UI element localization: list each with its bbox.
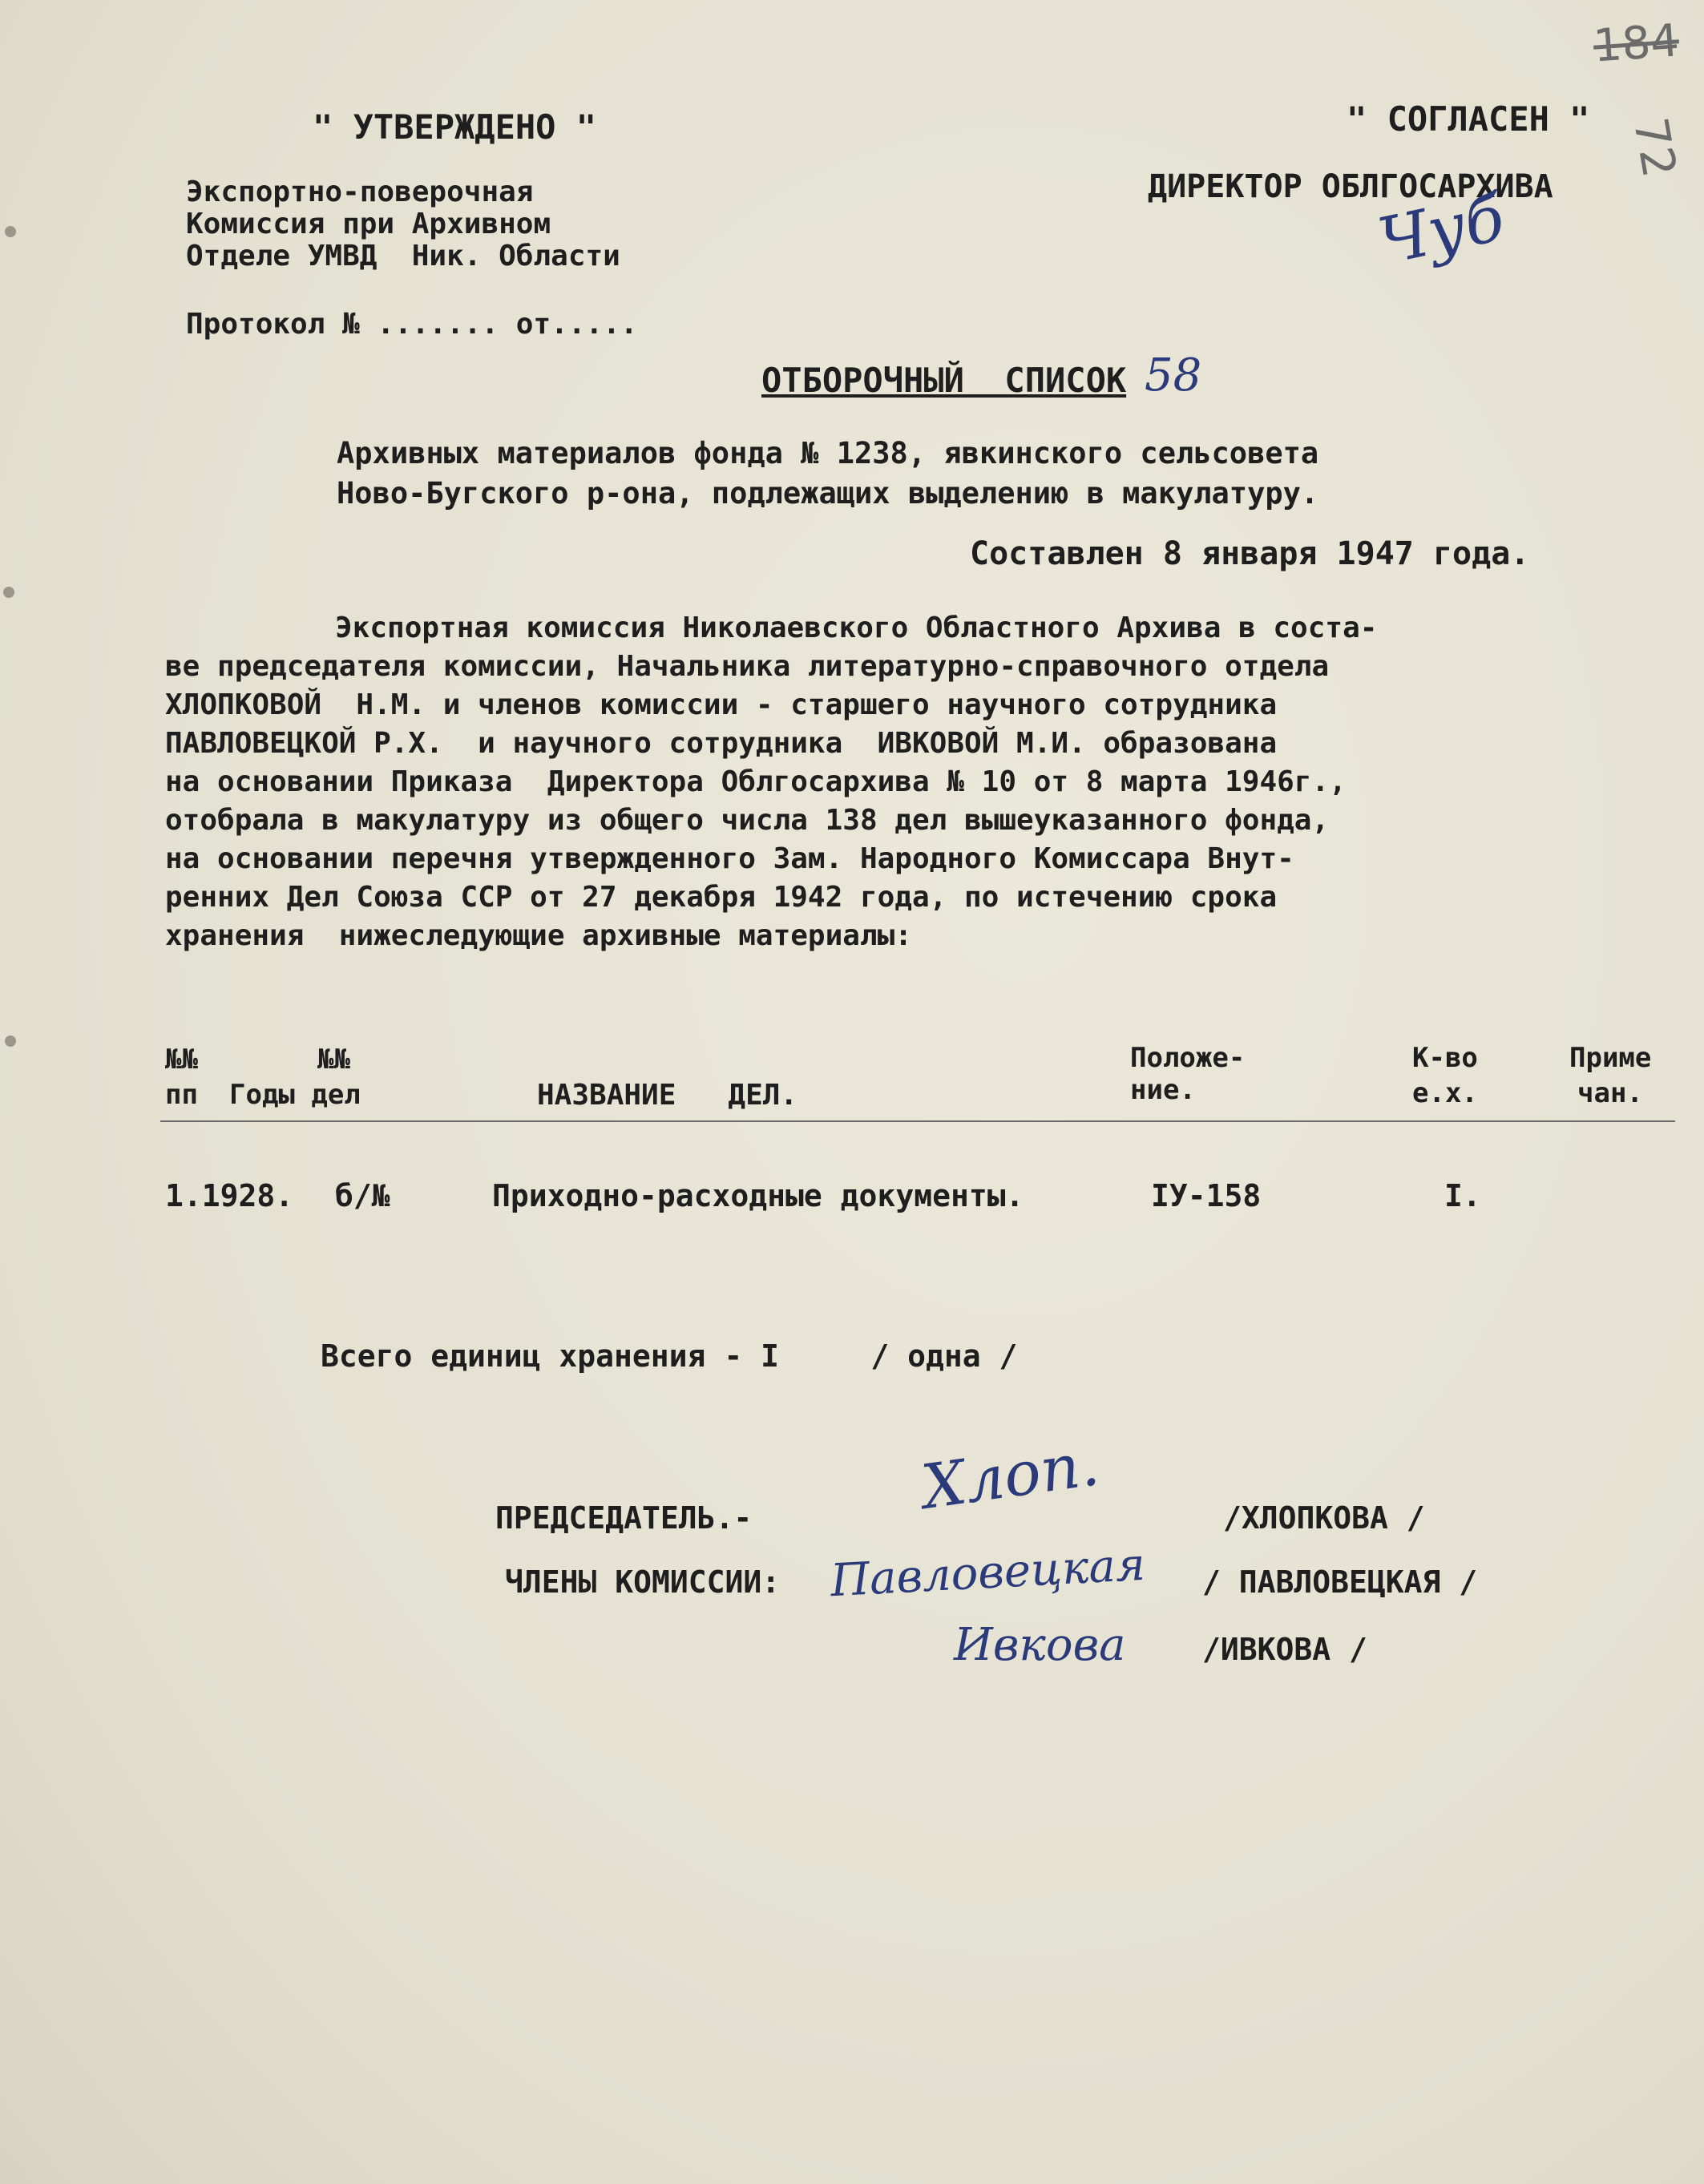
punch-hole	[5, 226, 16, 237]
director-signature: Чуб	[1372, 180, 1512, 280]
header-position-top: Положе-	[1130, 1042, 1246, 1074]
agreed-heading: " СОГЛАСЕН "	[1347, 99, 1590, 139]
table-header-rule	[160, 1120, 1675, 1122]
body-line: отобрала в макулатуру из общего числа 138 дел вышеуказанного фонда,	[165, 804, 1330, 837]
header-year-bottom: Годы дел	[229, 1079, 361, 1111]
row-position: IУ-158	[1151, 1178, 1262, 1213]
chair-signature: Хлоп.	[917, 1427, 1104, 1523]
body-line: ве председателя комиссии, Начальника литературно-справочного отдела	[165, 650, 1330, 683]
archive-number: 72	[1623, 113, 1687, 182]
body-line: хранения нижеследующие архивные материалы:	[165, 919, 912, 952]
protocol-line: Протокол № ....... от.....	[186, 308, 638, 341]
body-line: ХЛОПКОВОЙ Н.М. и членов комиссии - старшего научного сотрудника	[165, 688, 1278, 721]
body-line: ренних Дел Союза ССР от 27 декабря 1942 года, по истечению срока	[165, 881, 1278, 914]
body-line: на основании Приказа Директора Облгосархива № 10 от 8 марта 1946г.,	[165, 765, 1347, 798]
total-line: Всего единиц хранения - I / одна /	[321, 1338, 1018, 1374]
compiled-date: Составлен 8 января 1947 года.	[970, 535, 1530, 572]
header-qty-top: К-во	[1412, 1042, 1478, 1074]
punch-hole	[5, 1035, 16, 1047]
member-1-signature: Павловецкая	[829, 1538, 1147, 1608]
title-number: 58	[1145, 349, 1202, 402]
header-num-top: №№	[165, 1044, 198, 1076]
members-label: ЧЛЕНЫ КОМИССИИ:	[505, 1564, 781, 1600]
subtitle-line-2: Ново-Бугского р-она, подлежащих выделению в макулатуру.	[337, 476, 1319, 511]
archive-number-crossed: 184	[1591, 14, 1682, 73]
body-line: Экспортная комиссия Николаевского Областного Архива в соста-	[335, 612, 1378, 644]
row-case-name: Приходно-расходные документы.	[492, 1178, 1024, 1213]
header-year-top: №№	[317, 1044, 350, 1076]
row-case-number: б/№	[335, 1178, 390, 1213]
row-num-year: 1.1928.	[165, 1178, 294, 1213]
body-line: ПАВЛОВЕЦКОЙ Р.Х. и научного сотрудника ИВКОВОЙ М.И. образована	[165, 727, 1278, 760]
body-line: на основании перечня утвержденного Зам. Народного Комиссара Внут-	[165, 842, 1294, 875]
header-note-top: Приме	[1569, 1042, 1652, 1074]
member-2-name: /ИВКОВА /	[1202, 1632, 1367, 1667]
chair-label: ПРЕДСЕДАТЕЛЬ.-	[495, 1500, 753, 1536]
document-title: ОТБОРОЧНЫЙ СПИСОК	[761, 361, 1127, 400]
chair-name: /ХЛОПКОВА /	[1223, 1500, 1425, 1536]
header-note-bottom: чан.	[1577, 1077, 1643, 1109]
header-num-bottom: пп	[165, 1079, 198, 1111]
body-paragraph	[165, 609, 1688, 955]
approved-heading: " УТВЕРЖДЕНО "	[313, 107, 597, 147]
subtitle-line-1: Архивных материалов фонда № 1238, явкинского сельсовета	[337, 436, 1319, 470]
member-2-signature: Ивкова	[954, 1619, 1126, 1671]
punch-hole	[3, 587, 14, 598]
header-qty-bottom: е.х.	[1412, 1077, 1478, 1109]
row-quantity: I.	[1444, 1178, 1481, 1213]
member-1-name: / ПАВЛОВЕЦКАЯ /	[1202, 1564, 1478, 1600]
header-case-name: НАЗВАНИЕ ДЕЛ.	[537, 1079, 798, 1112]
header-position-bottom: ние.	[1130, 1074, 1196, 1106]
approved-line-2: Комиссия при Архивном	[186, 208, 551, 240]
agreed-director: ДИРЕКТОР ОБЛГОСАРХИВА	[1148, 168, 1553, 205]
approved-line-3: Отделе УМВД Ник. Области	[186, 240, 620, 272]
approved-line-1: Экспортно-поверочная	[186, 176, 534, 208]
